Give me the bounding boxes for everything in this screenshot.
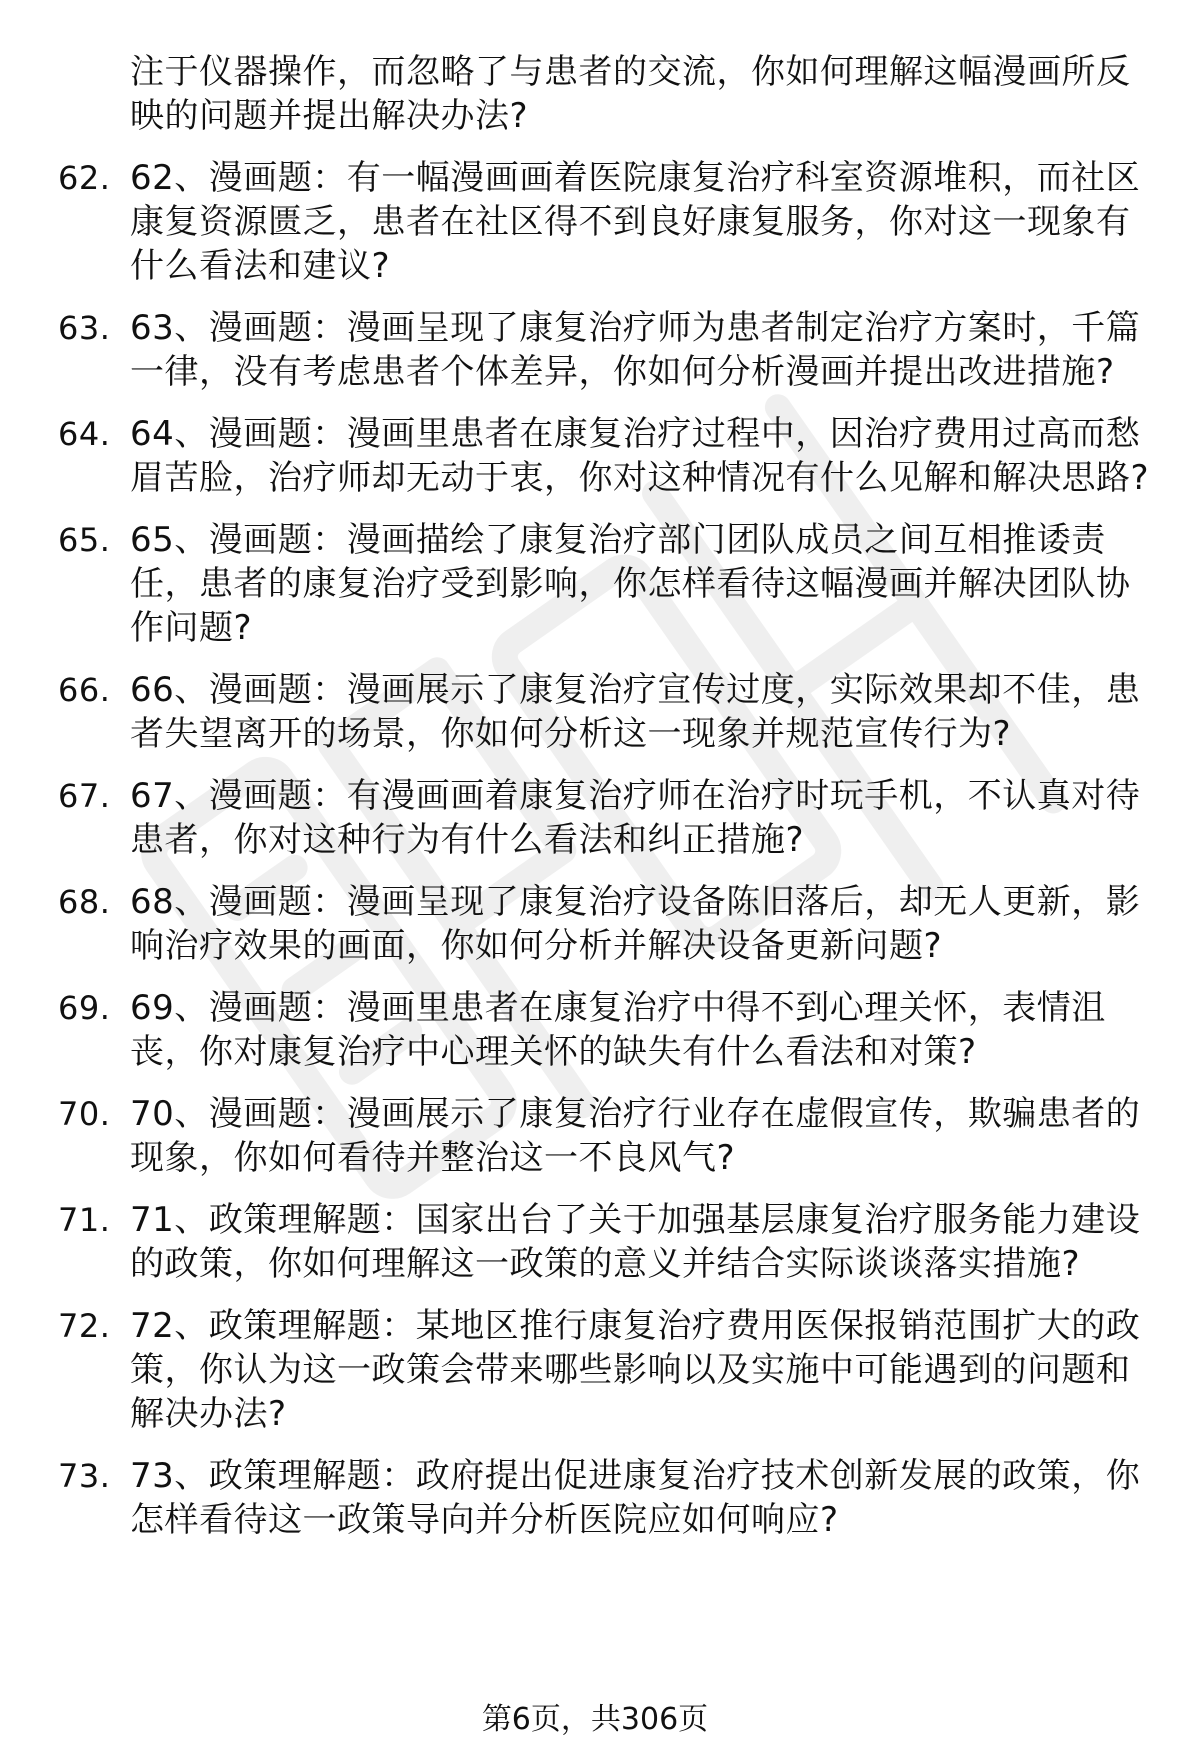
list-item-number: 68. <box>58 883 111 921</box>
list-item <box>0 986 1150 1074</box>
list-item <box>0 412 1150 500</box>
list-item <box>0 774 1150 862</box>
list-item-text: 70、漫画题：漫画展示了康复治疗行业存在虚假宣传，欺骗患者的现象，你如何看待并整治这一不良风气? <box>130 1094 1141 1178</box>
list-item-number: 65. <box>58 521 111 559</box>
list-item <box>0 1198 1150 1286</box>
list-item-text: 73、政策理解题：政府提出促进康复治疗技术创新发展的政策，你怎样看待这一政策导向并分析医院应如何响应? <box>130 1456 1141 1540</box>
list-item-number: 71. <box>58 1201 111 1239</box>
list-item <box>0 1304 1150 1436</box>
list-item-text: 71、政策理解题：国家出台了关于加强基层康复治疗服务能力建设的政策，你如何理解这一政策的意义并结合实际谈谈落实措施? <box>130 1200 1141 1284</box>
list-item <box>0 156 1150 288</box>
list-item-number: 67. <box>58 777 111 815</box>
page-number-label: 第6页，共306页 <box>481 1702 709 1737</box>
list-item-number: 72. <box>58 1307 111 1345</box>
list-item-text: 68、漫画题：漫画呈现了康复治疗设备陈旧落后，却无人更新，影响治疗效果的画面，你如何分析并解决设备更新问题? <box>130 882 1141 966</box>
list-item-text: 63、漫画题：漫画呈现了康复治疗师为患者制定治疗方案时，千篇一律，没有考虑患者个体差异，你如何分析漫画并提出改进措施? <box>130 308 1141 392</box>
main-content <box>0 50 1190 1560</box>
page-footer <box>0 1700 1190 1740</box>
list-item-number: 62. <box>58 159 111 197</box>
list-item-text: 65、漫画题：漫画描绘了康复治疗部门团队成员之间互相推诿责任，患者的康复治疗受到影响，你怎样看待这幅漫画并解决团队协作问题? <box>130 520 1131 648</box>
list-item <box>0 1092 1150 1180</box>
list-item-number: 64. <box>58 415 111 453</box>
list-item-number: 70. <box>58 1095 111 1133</box>
intro-paragraph: 注于仪器操作，而忽略了与患者的交流，你如何理解这幅漫画所反映的问题并提出解决办法? <box>130 52 1131 136</box>
list-item-text: 69、漫画题：漫画里患者在康复治疗中得不到心理关怀，表情沮丧，你对康复治疗中心理关怀的缺失有什么看法和对策? <box>130 988 1106 1072</box>
list-item <box>0 668 1150 756</box>
list-item-text: 62、漫画题：有一幅漫画画着医院康复治疗科室资源堆积，而社区康复资源匮乏，患者在社区得不到良好康复服务，你对这一现象有什么看法和建议? <box>130 158 1141 286</box>
list-item-text: 64、漫画题：漫画里患者在康复治疗过程中，因治疗费用过高而愁眉苦脸，治疗师却无动于衷，你对这种情况有什么见解和解决思路? <box>130 414 1150 498</box>
list-item <box>0 306 1150 394</box>
list-item-number: 73. <box>58 1457 111 1495</box>
list-item-text: 72、政策理解题：某地区推行康复治疗费用医保报销范围扩大的政策，你认为这一政策会带来哪些影响以及实施中可能遇到的问题和解决办法? <box>130 1306 1141 1434</box>
list-item <box>0 1454 1150 1542</box>
list-item-number: 69. <box>58 989 111 1027</box>
question-list <box>0 156 1190 1542</box>
list-item-number: 63. <box>58 309 111 347</box>
list-item-text: 66、漫画题：漫画展示了康复治疗宣传过度，实际效果却不佳，患者失望离开的场景，你如何分析这一现象并规范宣传行为? <box>130 670 1141 754</box>
list-item-text: 67、漫画题：有漫画画着康复治疗师在治疗时玩手机，不认真对待患者，你对这种行为有什么看法和纠正措施? <box>130 776 1141 860</box>
list-item <box>0 518 1150 650</box>
list-item-number: 66. <box>58 671 111 709</box>
list-item <box>0 880 1150 968</box>
